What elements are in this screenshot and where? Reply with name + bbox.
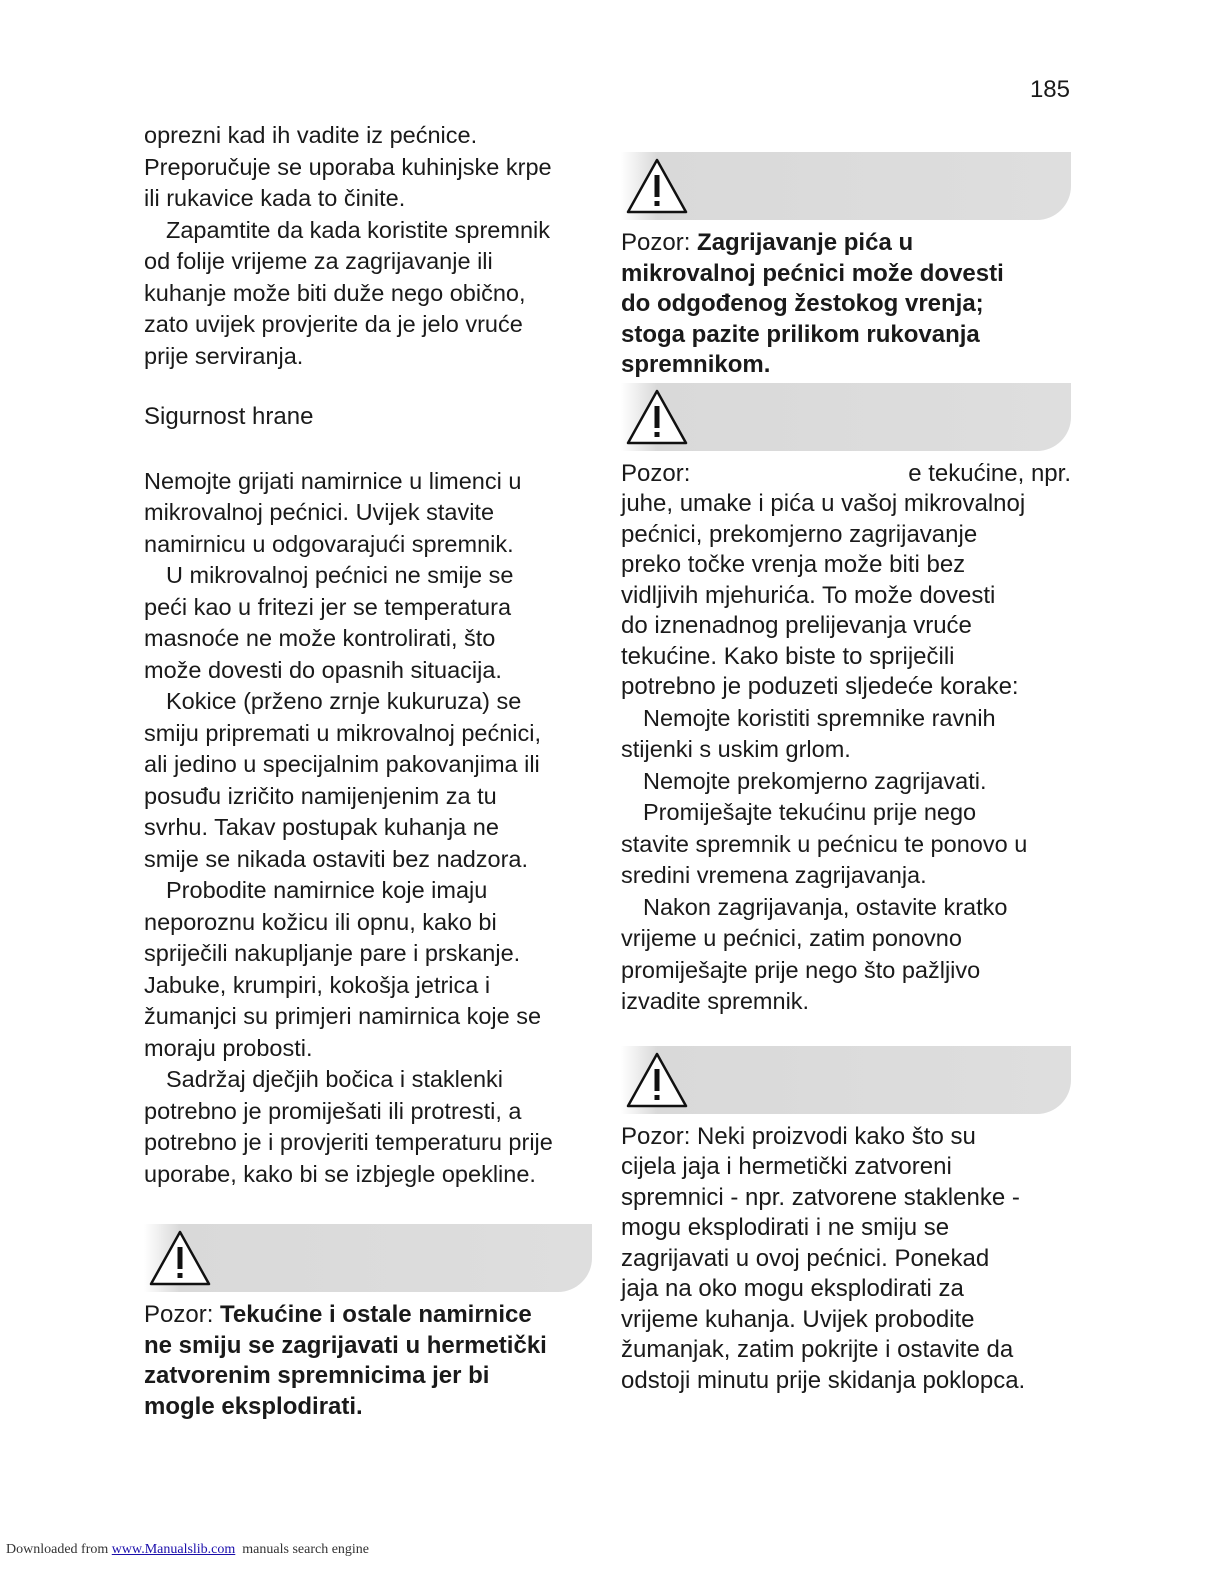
text-line: Pozor: Neki proizvodi kako što su [621, 1122, 976, 1150]
text-line: prije serviranja. [144, 342, 304, 369]
warning-prefix: Pozor: [621, 229, 698, 256]
text-line: jaja na oko mogu eksplodirati za [621, 1275, 964, 1302]
text-line: od folije vrijeme za zagrijavanje ili [144, 248, 493, 274]
warning-bold-text: mikrovalnoj pećnici može dovesti [621, 259, 1004, 287]
text-line: vrijeme u pećnici, zatim ponovno [621, 925, 962, 951]
text-line: stavite spremnik u pećnicu te ponovo u [621, 830, 1028, 857]
warning-banner [621, 1046, 1071, 1114]
warning-banner [144, 1224, 592, 1292]
text-line: može dovesti do opasnih situacija. [144, 656, 502, 683]
text-line: preko točke vrenja može biti bez [621, 551, 966, 578]
warning-banner [621, 152, 1071, 220]
warning-prefix: Pozor: [621, 459, 691, 487]
text-line: izvadite spremnik. [621, 988, 810, 1014]
warning-eggs [621, 1122, 1071, 1397]
page-number: 185 [1029, 76, 1070, 103]
text-line: stijenki s uskim grlom. [621, 736, 851, 762]
warning-bold-text: stoga pazite prilikom rukovanja [621, 320, 980, 348]
text-line: masnoće ne može kontrolirati, što [144, 625, 496, 651]
warning-icon [625, 388, 689, 446]
text-line: spremnici - npr. zatvorene staklenke - [621, 1183, 1020, 1211]
text-line: žumanjci su primjeri namirnica koje se [144, 1003, 542, 1029]
warning-bold-text: ne smiju se zagrijavati u hermetički [144, 1331, 547, 1359]
download-footer [6, 1542, 369, 1558]
text-line: Preporučuje se uporaba kuhinjske krpe [144, 153, 552, 180]
text-line: potrebno je poduzeti sljedeće korake: [621, 673, 1019, 700]
text-line: namirnicu u odgovarajući spremnik. [144, 530, 514, 557]
text-line: potrebno je promiješati ili protresti, a [144, 1097, 522, 1124]
text-line: Kokice (prženo zrnje kukuruza) se [166, 688, 522, 714]
warning-prefix: Pozor: [144, 1301, 221, 1328]
step-list [621, 703, 1071, 1018]
text-line: mikrovalnoj pećnici. Uvijek stavite [144, 499, 495, 525]
paragraph-limenka [144, 466, 592, 561]
text-line: svrhu. Takav postupak kuhanja ne [144, 814, 499, 840]
paragraph-oprezni [144, 120, 592, 215]
text-line: cijela jaja i hermetički zatvoreni [621, 1153, 952, 1180]
text-line: juhe, umake i pića u vašoj mikrovalnoj [621, 490, 1026, 517]
text-line: zato uvijek provjerite da je jelo vruće [144, 311, 523, 337]
text-line: uporabe, kako bi se izbjegle opekline. [144, 1160, 536, 1187]
warning-icon [625, 1051, 689, 1109]
text-line: smije se nikada ostaviti bez nadzora. [144, 845, 529, 872]
text-line: zagrijavati u ovoj pećnici. Ponekad [621, 1244, 990, 1272]
manualslib-link[interactable]: www.Manualslib.com [111, 1542, 236, 1557]
text-line: spriječili nakupljanje pare i prskanje. [144, 940, 521, 966]
text-line: Probodite namirnice koje imaju [166, 877, 488, 903]
text-line: ali jedino u specijalnim pakovanjima ili [144, 751, 540, 777]
warning-liquids [621, 459, 1071, 703]
text-line: potrebno je i provjeriti temperaturu prije [144, 1129, 553, 1155]
text-line: smiju pripremati u mikrovalnoj pećnici, [144, 719, 542, 746]
text-line: oprezni kad ih vadite iz pećnice. [144, 122, 478, 148]
section-heading-sigurnost-hrane: Sigurnost hrane [144, 403, 314, 430]
text-line: Nakon zagrijavanja, ostavite kratko [643, 893, 1008, 920]
paragraph-zapamtite [144, 215, 592, 373]
warning-banner [621, 383, 1071, 451]
warning-delayed-boiling [621, 228, 1071, 381]
left-column [144, 120, 592, 1422]
warning-bold-text: spremnikom. [621, 351, 771, 378]
warning-icon [625, 157, 689, 215]
text-line: e tekućine, npr. [908, 459, 1071, 487]
text-line: Nemojte prekomjerno zagrijavati. [643, 767, 987, 794]
right-column [621, 152, 1071, 1396]
text-line: peći kao u fritezi jer se temperatura [144, 593, 512, 620]
text-line: posuđu izričito namijenjenim za tu [144, 782, 497, 809]
warning-bold-text: Tekućine i ostale namirnice [220, 1301, 532, 1328]
text-line: vrijeme kuhanja. Uvijek probodite [621, 1305, 975, 1333]
text-line: Promiješajte tekućinu prije nego [643, 799, 977, 825]
text-line: ili rukavice kada to činite. [144, 185, 406, 211]
paragraph-kokice [144, 686, 592, 875]
paragraph-probodite [144, 875, 592, 1064]
text-line: Jabuke, krumpiri, kokošja jetrica i [144, 971, 491, 998]
warning-icon [148, 1229, 212, 1287]
text-line: Sadržaj dječjih bočica i staklenki [166, 1066, 503, 1092]
text-line: promiješajte prije nego što pažljivo [621, 956, 981, 983]
warning-bold-text: do odgođenog žestokog vrenja; [621, 290, 984, 317]
warning-bold-text: mogle eksplodirati. [144, 1392, 363, 1420]
text-line: do iznenadnog prelijevanja vruće [621, 612, 972, 639]
text-line: U mikrovalnoj pećnici ne smije se [166, 562, 514, 588]
warning-bold-text: zatvorenim spremnicima jer bi [144, 1362, 490, 1389]
text-line: neporoznu kožicu ili opnu, kako bi [144, 908, 497, 935]
text-line: kuhanje može biti duže nego obično, [144, 279, 526, 306]
text-line: Zapamtite da kada koristite spremnik [166, 216, 550, 243]
text-line: pećnici, prekomjerno zagrijavanje [621, 520, 978, 548]
text-line: sredini vremena zagrijavanja. [621, 862, 927, 888]
paragraph-bocice [144, 1064, 592, 1190]
text-line: Nemojte koristiti spremnike ravnih [643, 704, 996, 731]
text-line: vidljivih mjehurića. To može dovesti [621, 581, 996, 609]
text-line: odstoji minutu prije skidanja poklopca. [621, 1366, 1026, 1394]
text-line: Nemojte grijati namirnice u limenci u [144, 467, 522, 494]
footer-prefix: Downloaded from [6, 1542, 112, 1557]
footer-suffix: manuals search engine [235, 1542, 370, 1557]
text-line: moraju probosti. [144, 1034, 313, 1061]
paragraph-friteza [144, 560, 592, 686]
text-line: mogu eksplodirati i ne smiju se [621, 1214, 950, 1241]
warning-hermetic [144, 1300, 592, 1422]
text-line: žumanjak, zatim pokrijte i ostavite da [621, 1336, 1014, 1363]
warning-bold-text: Zagrijavanje pića u [697, 229, 914, 256]
text-line: tekućine. Kako biste to spriječili [621, 642, 955, 670]
